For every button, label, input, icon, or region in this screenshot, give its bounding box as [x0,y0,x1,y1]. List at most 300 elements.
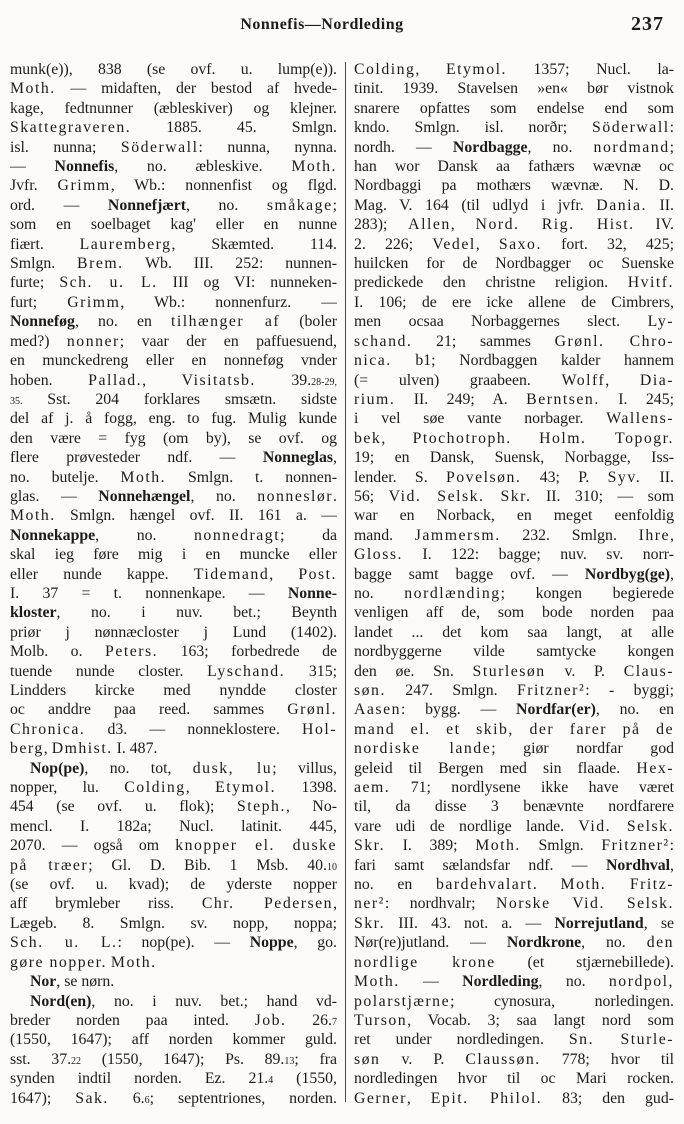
text-line [354,429,674,448]
spaced-text: Hol- [302,720,337,738]
headword: Nordbyg(ge) [584,565,671,583]
spaced-text: Etymol. [215,779,277,797]
text-segment: no. en [354,876,436,894]
text-segment: priør j nønnæcloster j Lund (1402). [10,623,337,641]
text-segment: nordledingen hvor til oc Mari rocken. [354,1070,674,1088]
text-segment: (= ulven) graabeen. [354,371,562,389]
text-segment: no. [354,584,405,602]
text-segment: snarere opfattes som endelse end som [354,99,674,117]
spaced-text: på træer [10,856,89,874]
text-line [10,429,337,448]
text-line [10,1089,337,1108]
spaced-text: Dia- [639,371,674,389]
spaced-text: Moth. [291,158,337,176]
text-segment: 56; [354,487,389,505]
page-header [0,0,684,60]
headword: Nonneglas [262,449,334,467]
text-segment: ; [332,196,337,214]
text-segment: IV. [634,216,674,234]
spaced-text: søn. [354,682,386,699]
text-line [354,894,674,913]
spaced-text: Grimm [57,177,111,195]
text-line [10,273,337,292]
reference-number: 22 [71,1055,82,1067]
text-line [354,157,674,176]
spaced-text: bek [354,429,382,447]
text-segment: breder norden paa inted. [10,1011,255,1029]
text-segment: bagge samt bagge ovf. — [354,565,585,583]
spaced-text: Holm. Topogr. [539,429,674,447]
text-line [10,739,337,758]
text-line [354,759,674,778]
text-segment: . [532,876,561,894]
text-segment: , [670,856,674,874]
spaced-text: Sn. Sturle- [568,1031,674,1049]
text-segment: mencl. I. 182a; Nucl. latinit. 445, [10,817,337,835]
text-line [10,332,337,351]
text-segment: : nop(pe). — [117,934,250,952]
text-segment: , [406,1089,431,1107]
text-segment: mand. [354,526,415,544]
text-line [10,138,337,157]
spaced-text: schand. [354,332,413,350]
text-line [10,992,337,1011]
text-segment: den være = fyg (om by), se ovf. og [10,429,337,447]
text-line [354,817,674,836]
text-line [10,293,337,312]
spaced-text: Fritzner² [516,682,586,699]
spaced-text: Brem. [77,255,124,273]
text-segment: 19; en Dansk, Suensk, Norbagge, Iss- [354,449,674,467]
text-line [354,118,674,137]
text-segment: , no. en [74,313,172,331]
spaced-text: Ptochotroph. [412,429,512,447]
text-line [354,681,674,700]
spaced-text: Peters. [105,643,159,661]
spaced-text: Allen [408,216,451,234]
text-line [10,972,337,991]
text-segment: II. 249; A. [395,390,527,408]
headword: Nonnefjært [107,196,187,214]
left-column [10,60,337,1108]
spaced-text: nordmand [593,138,670,156]
text-segment: : - byggi; [585,682,674,699]
spaced-text: Tidemand [193,565,270,583]
text-segment: 315; [285,662,337,680]
text-line [10,603,337,622]
spaced-text: Vedel [432,235,476,253]
spaced-text: nonner [66,332,120,350]
text-segment: hoben. [10,371,89,389]
text-segment: : nunna, nynna. [198,138,337,156]
text-line [354,972,674,991]
text-segment: III. 43. not. a. — [385,914,555,932]
spaced-text: Moth. [110,953,157,971]
text-segment: : [669,837,674,855]
right-column [354,60,674,1108]
reference-number: 28-29, [311,376,337,388]
text-segment: 778; hvor til [540,1050,674,1068]
spaced-text: Vid. Selsk. Skr. [388,487,532,505]
spaced-text: nica. [354,352,392,370]
text-segment: landet ... det kom saa langt, at alle [354,623,674,641]
text-segment: war en Norback, en meget eenfoldig [354,507,674,525]
text-segment: ; da [280,526,337,544]
text-line [354,273,674,292]
text-segment: ; kongen begierede [500,584,674,602]
spaced-text: Moth. [475,837,521,855]
spaced-text: Chr. Pedersen [201,895,334,913]
text-segment: tinit. 1939. Stavelsen »en« bør vistnok [354,80,674,98]
text-line [10,856,337,875]
spaced-text: rium. [354,390,396,408]
text-segment: , [670,565,674,583]
text-segment: Mag. V. 164 (til udlyd i jvfr. [354,196,597,214]
text-segment: fari samt sælandsfar ndf. — [354,856,606,874]
text-segment: 71; nordlysene ikke have været [390,779,674,797]
spaced-text: Moth. [120,468,167,486]
text-line [10,565,337,584]
text-segment: nordh. — [354,138,453,156]
text-segment: en munckedreng eller en nonneføg vnder [10,352,337,370]
text-segment: oc anddre paa reed. sammes [10,701,288,719]
headword: Nordbagge [452,138,528,156]
spaced-text: nordpol, [608,973,674,991]
text-segment: lender. S. [354,468,446,486]
text-line [10,157,337,176]
text-segment: skal ieg føre mig i en muncke eller [10,546,337,564]
text-line [354,1069,674,1088]
spaced-text: gøre nopper. [10,953,107,971]
text-line [354,700,674,719]
text-line [354,739,674,758]
text-line [10,623,337,642]
text-line [354,1089,674,1108]
text-segment: ord. — [10,196,108,214]
spaced-text: nonnedragt [194,526,281,544]
text-line [10,1069,337,1088]
text-segment: furt; [10,293,68,311]
text-line [10,759,337,778]
text-line [10,953,337,972]
headword: kloster [10,604,57,622]
spaced-text: Moth. [354,973,400,991]
spaced-text: Claussøn. [465,1050,541,1068]
spaced-text: Grønl. Chro- [554,332,674,350]
text-line [354,875,674,894]
text-line [354,254,674,273]
spaced-text: Chronica. [10,720,86,738]
text-segment: I. 122: bagge; nuv. sv. norr- [402,546,674,564]
spaced-text: nordlige krone [354,953,496,971]
text-line [354,371,674,390]
text-segment: 43; P. [521,468,608,486]
spaced-text: Skattegraveren. [10,119,132,137]
headword: Noppe [249,934,294,952]
text-line [10,409,337,428]
headword: Nop(pe) [30,759,85,777]
text-segment: 1398. [276,779,337,797]
spaced-text: søn [354,1050,381,1068]
text-line [354,1050,674,1069]
text-segment: — midaften, der bestod af hvede- [55,80,337,98]
text-segment: glas. — [10,487,99,505]
text-line [354,953,674,972]
text-line [354,992,674,1011]
text-segment: , [333,449,337,467]
spaced-text: Skr. [354,837,386,855]
text-segment: (et stjærnebillede). [495,953,674,971]
spaced-text: Aasen [354,701,401,719]
text-line [354,914,674,933]
text-segment: , no. en [595,701,674,719]
spaced-text: Saxo. [498,235,542,253]
text-segment: han wor Dansk aa fathærs wævnæ oc [354,158,674,176]
text-line [10,390,337,409]
headword: Nord(en) [30,992,92,1010]
text-line [10,836,337,855]
text-segment: synden indtil norden. Ez. 21. [10,1070,269,1088]
text-segment: . [333,487,337,505]
text-segment: — [10,158,55,176]
headword: Nonnekappe [10,526,96,544]
spaced-text: ner² [354,895,385,913]
text-segment: , no. [95,526,195,544]
text-line [354,312,674,331]
headword: Nonne- [287,584,337,602]
text-segment: — [399,973,463,991]
text-line [10,371,337,390]
text-segment: den øe. Sn. [354,662,473,680]
text-segment: 163; forbedrede de [158,643,337,661]
spaced-text: Steph. [236,798,286,816]
text-segment: (1550, 1647); Ps. 89. [81,1050,285,1068]
text-segment: Sst. 204 forklares smsætn. sidste [22,390,337,408]
spaced-text: Grønl. [287,701,337,719]
text-segment: , Skæmted. 114. [171,235,337,253]
text-segment [606,876,630,893]
text-line [354,99,674,118]
text-line [354,662,674,681]
running-title: Nonnefis—Nordleding [240,16,404,33]
spaced-text: Sch. u. L. [59,274,158,292]
text-segment: Smlgn. t. nonnen- [166,468,337,486]
text-segment: som en soelbaget kag' eller en nunne [10,216,337,234]
spaced-text: tilhænger af [171,313,281,331]
text-segment: venligen aff de, som bode norden paa [354,604,674,622]
text-segment: Smlgn. [10,255,78,273]
text-segment: (1550, [273,1070,337,1088]
text-line [10,468,337,487]
spaced-text: Lauremberg [79,235,172,253]
spaced-text: Ihre [638,526,671,544]
text-line [354,487,674,506]
text-segment: vare udi de nordlige lande. [354,817,579,835]
text-segment: 39. [255,371,312,389]
spaced-text: Povelsøn. [446,468,522,486]
text-segment: , se [643,914,674,932]
text-segment: , no. i nuv. bet.; Beynth [56,604,337,622]
spaced-text: Vid. Selsk. [578,817,674,835]
text-line [10,894,337,913]
text-segment: predickede den christne religion. [354,274,628,292]
headword: Nonnefis [54,158,115,176]
text-segment: 232. Smlgn. [500,526,639,544]
text-segment: III og VI: nunneken- [157,274,337,292]
spaced-text: Grimm [67,293,121,311]
text-segment: eller nunde kappe. [10,565,194,583]
text-line [354,79,674,98]
spaced-text: Epit. Philol. [430,1089,543,1107]
spaced-text: Wallens- [606,410,674,428]
text-line [10,487,337,506]
spaced-text: Fritzner² [601,837,670,855]
text-line [354,390,674,409]
text-segment: 21; sammes [412,332,555,350]
text-line [10,506,337,525]
text-segment: 1885. 45. Smlgn. [131,119,337,137]
text-segment: flere prøvesteder ndf. — [10,449,263,467]
headword: Nordleding [462,973,539,991]
spaced-text: Hvitf. [627,274,674,292]
text-segment: fiært. [10,235,80,253]
text-segment: kndo. Smlgn. isl. norðr; [354,119,593,137]
spaced-text: Jammersm. [414,526,501,544]
text-line [10,1011,337,1030]
text-line [354,60,674,79]
text-segment: I. 106; de ere icke allene de Cimbrers, [354,293,674,311]
text-segment: , go. [293,934,337,952]
spaced-text: Moth. [10,80,56,98]
text-line [354,332,674,351]
spaced-text: Norske Vid. Selsk. [495,895,674,913]
text-line [10,933,337,952]
text-line [10,118,337,137]
page-number: 237 [631,13,664,35]
text-line [10,545,337,564]
spaced-text: bardehvalart [435,876,533,894]
text-segment: , no. [527,138,594,156]
text-segment: , No- [285,798,337,816]
text-segment: Jvfr. [10,177,58,195]
spaced-text: Dania. [596,196,647,214]
text-line [10,99,337,118]
text-segment: del af j. å fogg, eng. to fug. Mulig kunde [10,410,337,428]
text-segment: , [43,740,52,758]
spaced-text: nordiske lande [354,740,492,758]
text-segment: Lægeb. 8. Smlgn. sv. nopp, noppa; [10,914,337,932]
reference-number: 7 [332,1016,337,1028]
text-line [354,778,674,797]
text-segment: v. P. [545,662,624,680]
spaced-text: Colding [354,61,416,78]
text-segment: geleid til Bergen med sin flaade. [354,759,637,777]
text-line [354,856,674,875]
text-line [354,506,674,525]
text-segment: huilcken for de Nordbagger oc Suenske [354,255,674,273]
text-segment: ret under nordledingen. [354,1031,569,1049]
text-segment: men ocsaa Norbaggernes slect. [354,313,648,331]
spaced-text: polarstjærne [354,992,451,1010]
text-segment: , Wb.: nonnenfist og flgd. [110,177,337,195]
reference-number: 4 [268,1075,274,1087]
text-line [10,642,337,661]
text-line [354,293,674,312]
spaced-text: Moth. [560,876,607,894]
spaced-text: aem. [354,779,391,797]
spaced-text: Gloss. [354,546,403,564]
text-segment: : nordhvalr; [384,895,496,913]
text-segment: kage, fedtnunner (æbleskiver) og klejner. [10,99,337,117]
text-segment: , [381,429,413,447]
text-segment: , no. [190,487,258,505]
text-line [354,526,674,545]
text-segment: , se nørn. [56,973,115,991]
headword: Nordfar(er) [516,701,596,719]
text-segment: furte; [10,274,60,292]
text-segment: Smlgn. hængel ovf. II. 161 a. — [55,507,337,525]
text-segment: , no. [538,973,609,991]
spaced-text: Söderwall [120,138,199,156]
spaced-text: Visitatsb. [181,371,256,389]
text-segment: , [333,895,337,913]
spaced-text: småkage [266,196,333,214]
text-segment: , Vocab. 3; saa langt nord som [407,1011,674,1029]
text-segment: (se ovf. u. kvad); de yderste nopper [10,876,337,894]
spaced-text: Sch. u. L. [10,934,118,952]
text-line [10,662,337,681]
text-segment: 2070. — også om [10,837,176,855]
text-segment: , [475,235,499,253]
text-segment: ; [669,138,674,156]
text-line [10,914,337,933]
text-line [354,584,674,603]
spaced-text: Wolff [561,371,606,389]
text-line [354,720,674,739]
spaced-text: nonneslør [257,487,334,505]
two-column-text [0,60,684,1108]
text-segment: , [670,526,674,544]
text-line [10,778,337,797]
text-line [354,933,674,952]
text-segment: I. 389; [385,837,476,855]
text-segment: Nør(re)jutland. — [354,934,507,952]
text-line [354,468,674,487]
text-segment: 283); [354,216,409,234]
text-line [354,797,674,816]
spaced-text: Söderwall [592,119,670,137]
text-segment: , [142,371,182,389]
headword: Nordhval [605,856,671,874]
reference-number: 6 [144,1094,150,1106]
text-segment: , no. æbleskive. [114,158,292,176]
spaced-text: berg [10,740,44,758]
headword: Norrejutland [554,914,644,932]
text-segment: fort. 32, 425; [541,235,674,253]
text-segment: ; villus, [272,759,337,777]
text-line [10,79,337,98]
text-line [354,565,674,584]
text-line [10,196,337,215]
text-line [10,235,337,254]
text-line [354,409,674,428]
text-segment: isl. nunna; [10,138,121,156]
text-segment: , no. i nuv. bet.; hand vd- [91,992,337,1010]
text-segment: , [605,371,640,389]
headword: Nonnehængel [98,487,191,505]
text-segment: I. 37 = t. nonnenkape. — [10,584,288,602]
spaced-text: Fritz- [629,876,674,894]
